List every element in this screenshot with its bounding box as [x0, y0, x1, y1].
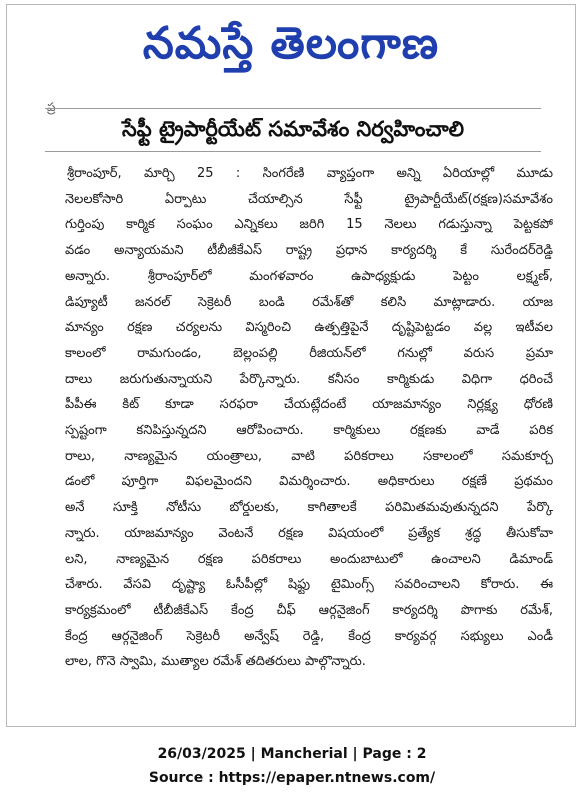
article-body [65, 161, 553, 675]
article-line: డంలో పూర్తిగా విఫలమైందని విమర్శించారు. అధికారులు రక్షణే ప్రథమం [65, 474, 553, 490]
article-line: కార్యక్రమంలో టీబీజీకేఎస్ కేంద్ర చీఫ్ ఆర్గనైజింగ్ కార్యదర్శి పొగాకు రమేశ్, [65, 602, 553, 618]
article-line: అన్నారు. శ్రీరాంపూర్‌లో మంగళవారం ఉపాధ్యక్షుడు పెట్టం లక్ష్మణ్, [65, 268, 553, 284]
article-line: మాన్యం రక్షణ చర్యలను విస్మరించి ఉత్పత్తిపైనే దృష్టిపెట్టడం వల్ల ఇటీవల [65, 320, 553, 336]
clipping-footer [0, 742, 584, 790]
article-line: శ్రీరాంపూర్, మార్చి 25 : సింగరేణి వ్యాప్తంగా అన్ని ఏరియాల్లో మూడు [67, 166, 553, 181]
article-line: గుర్తింపు కార్మిక సంఘం ఎన్నికలు జరిగి 15 నెలలు గడుస్తున్నా పెట్టకపో [65, 217, 553, 233]
newspaper-masthead [7, 5, 575, 83]
masthead-logo-text: నమస్తే తెలంగాణ [142, 18, 440, 69]
article-line: దాలు జరుగుతున్నాయని పేర్కొన్నారు. కనీసం కార్మికుడు విధిగా ధరించే [65, 371, 553, 387]
cropped-previous-text: ప్ర [47, 100, 56, 114]
article-line: చేశారు. వేసవి దృష్ట్యా ఓసీపీల్లో షిఫ్టు టైమింగ్స్ సవరించాలని కోరారు. ఈ [65, 577, 553, 593]
headline-top-rule [45, 108, 541, 109]
article-line: అనే సూక్తి నోటీసు బోర్డులకు, కాగితాలకే పరిమితమవుతున్నదని పేర్కొ [65, 500, 553, 516]
article-clipping [6, 4, 576, 727]
source-link[interactable]: Source : https://epaper.ntnews.com/ [148, 770, 436, 786]
article-line: నెలలకోసారి ఏర్పాటు చేయాల్సిన సేఫ్టీ ట్రైపార్టీయేట్(రక్షణ)సమావేశం [65, 191, 553, 207]
article-line: స్పష్టంగా కనిపిస్తున్నదని ఆరోపించారు. కార్మికులు రక్షణకు వాడే పరిక [65, 423, 553, 439]
article-line: కేంద్ర ఆర్గనైజింగ్ సెక్రెటరీ అన్వేష్ రెడ్డి, కేంద్ర కార్యవర్గ సభ్యులు ఎండీ [65, 628, 553, 644]
article-line: పీపీఈ కిట్ కూడా సరఫరా చేయట్లేదంటే యాజమాన్యం నిర్లక్ష్య ధోరణి [65, 397, 553, 413]
article-line: వడం అన్యాయమని టీబీజీకేఎస్ రాష్ట్ర ప్రధాన కార్యదర్శి కే సురేందర్‌రెడ్డి [65, 243, 553, 259]
article-line: డిప్యూటీ జనరల్ సెక్రెటరీ బండి రమేశ్‌తో కలిసి మాట్లాడారు. యాజ [65, 294, 553, 310]
article-line: రాలు, నాణ్యమైన యంత్రాలు, వాటి పరికరాలు సకాలంలో సమకూర్చ [65, 448, 553, 464]
article-line: న్నారు. యాజమాన్యం వెంటనే రక్షణ విషయంలో ప్రత్యేక శ్రద్ధ తీసుకోవా [65, 525, 553, 541]
date-edition-page: 26/03/2025 | Mancherial | Page : 2 [157, 746, 427, 762]
headline-bottom-rule [45, 151, 541, 152]
article-line: లని, నాణ్యమైన రక్షణ పరికరాలు అందుబాటులో ఉంచాలని డిమాండ్ [65, 551, 553, 567]
article-line: కాలంలో రామగుండం, బెల్లంపల్లి రీజియన్‌లో గనుల్లో వరుస ప్రమా [65, 345, 553, 361]
article-headline: సేఫ్టీ ట్రైపార్టీయేట్ సమావేశం నిర్వహించాలి [121, 117, 465, 141]
article-line: లాల, గొనె స్వామి, ముత్యాల రమేశ్ తదితరులు పాల్గొన్నారు. [65, 654, 366, 670]
